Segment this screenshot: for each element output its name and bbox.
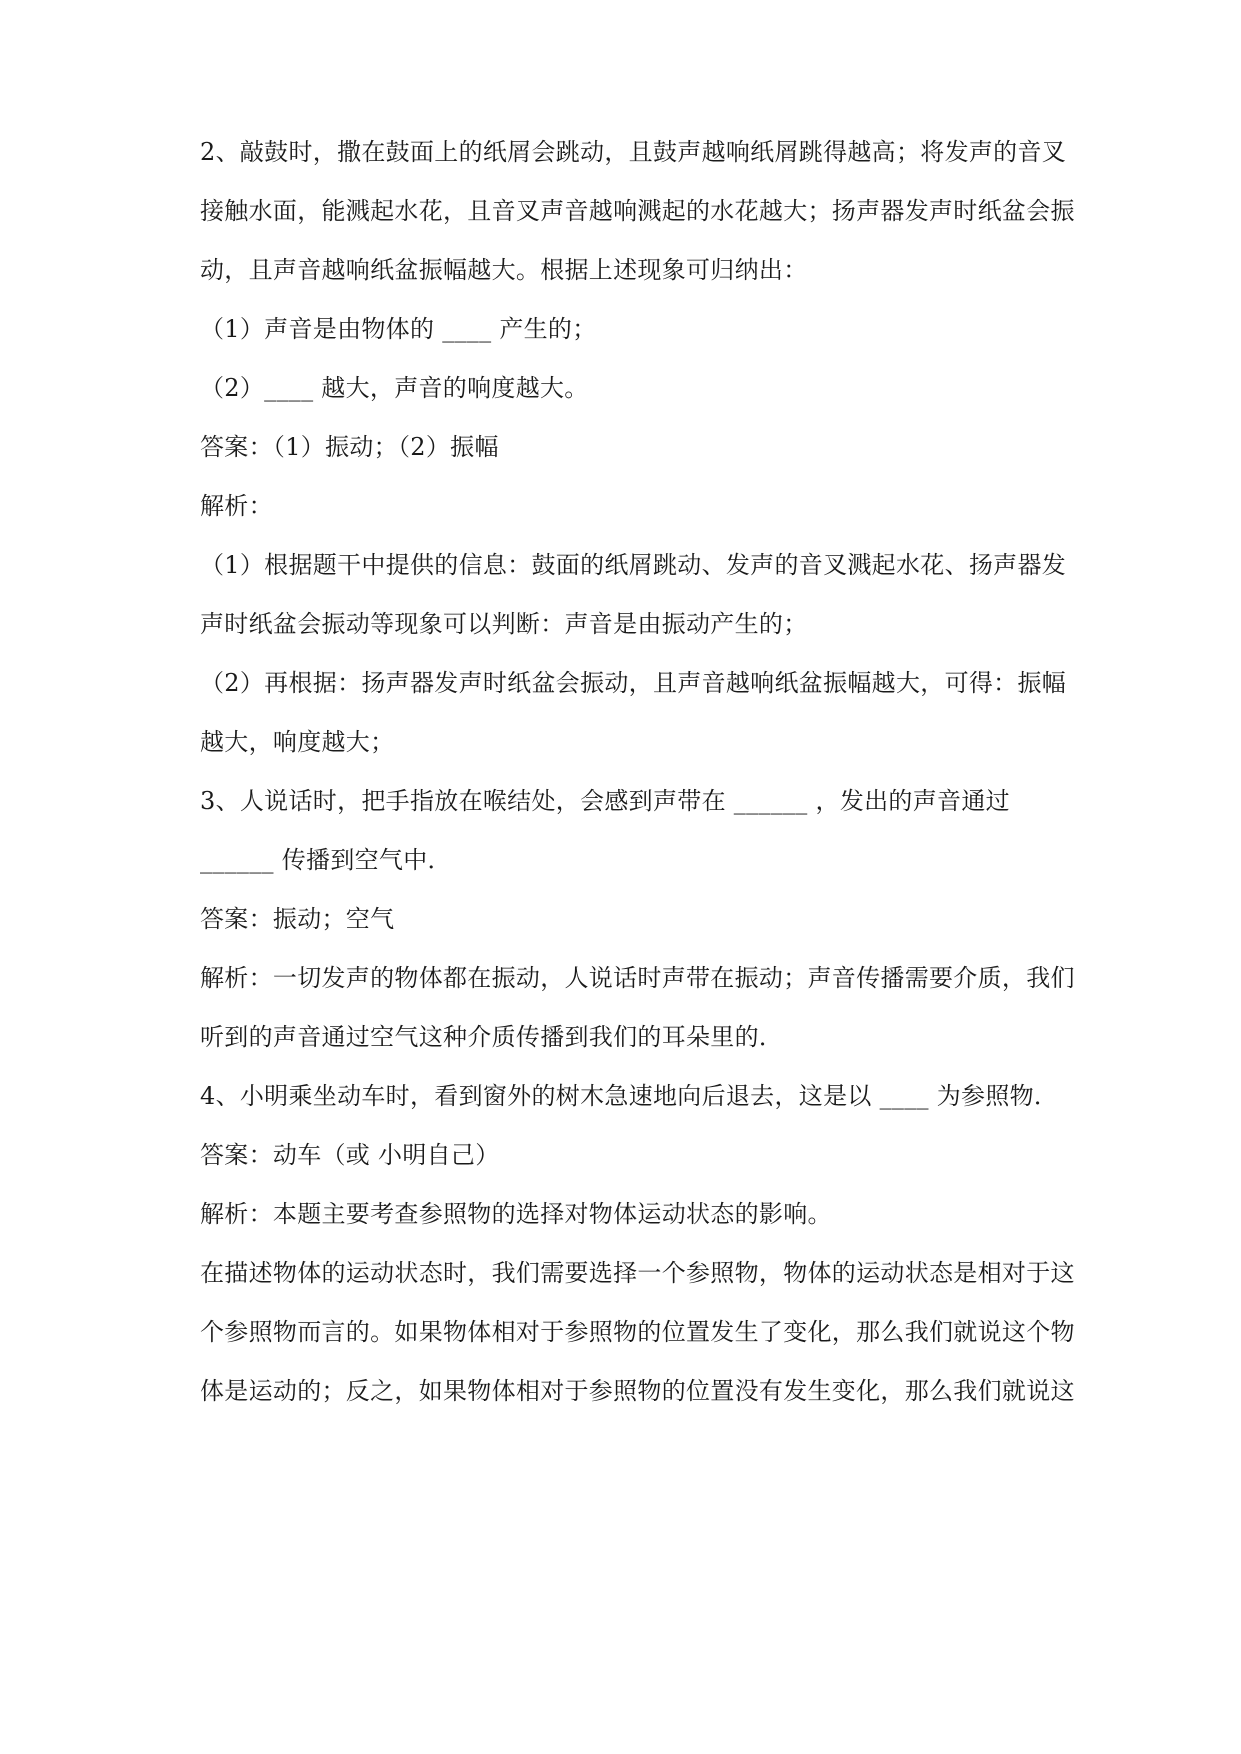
q4-analysis-line-3: 个参照物而言的。如果物体相对于参照物的位置发生了变化，那么我们就说这个物 [200,1318,1075,1346]
q3-stem-line-2: ______ 传播到空气中． [200,846,452,874]
q3-analysis-line-2: 听到的声音通过空气这种介质传播到我们的耳朵里的． [200,1023,784,1051]
q2-analysis-line-4: 越大，响度越大； [200,728,395,756]
q4-answer: 答案：动车（或 小明自己） [200,1141,500,1169]
q2-analysis-label: 解析： [200,492,273,520]
q2-stem-line-3: 动，且声音越响纸盆振幅越大。根据上述现象可归纳出： [200,256,808,284]
q2-answer: 答案：（1）振动；（2）振幅 [200,433,499,461]
q3-stem-line-1: 3、人说话时，把手指放在喉结处，会感到声带在 ______ ，发出的声音通过 [200,787,1010,815]
q4-analysis-line-4: 体是运动的；反之，如果物体相对于参照物的位置没有发生变化，那么我们就说这 [200,1377,1075,1405]
q3-analysis-line-1: 解析：一切发声的物体都在振动，人说话时声带在振动；声音传播需要介质，我们 [200,964,1075,992]
q2-blank-1: （1）声音是由物体的 ____ 产生的； [200,315,597,343]
q4-analysis-line-1: 解析：本题主要考查参照物的选择对物体运动状态的影响。 [200,1200,832,1228]
q2-stem-line-2: 接触水面，能溅起水花，且音叉声音越响溅起的水花越大；扬声器发声时纸盆会振 [200,197,1075,225]
q2-analysis-line-3: （2）再根据：扬声器发声时纸盆会振动，且声音越响纸盆振幅越大，可得：振幅 [200,669,1067,697]
q2-blank-2: （2）____ 越大，声音的响度越大。 [200,374,589,402]
q4-stem: 4、小明乘坐动车时，看到窗外的树木急速地向后退去，这是以 ____ 为参照物． [200,1082,1059,1110]
q2-analysis-line-2: 声时纸盆会振动等现象可以判断：声音是由振动产生的； [200,610,808,638]
q3-answer: 答案：振动；空气 [200,905,395,933]
q4-analysis-line-2: 在描述物体的运动状态时，我们需要选择一个参照物，物体的运动状态是相对于这 [200,1259,1075,1287]
q2-stem-line-1: 2、敲鼓时，撒在鼓面上的纸屑会跳动，且鼓声越响纸屑跳得越高；将发声的音叉 [200,138,1067,166]
q2-analysis-line-1: （1）根据题干中提供的信息：鼓面的纸屑跳动、发声的音叉溅起水花、扬声器发 [200,551,1067,579]
